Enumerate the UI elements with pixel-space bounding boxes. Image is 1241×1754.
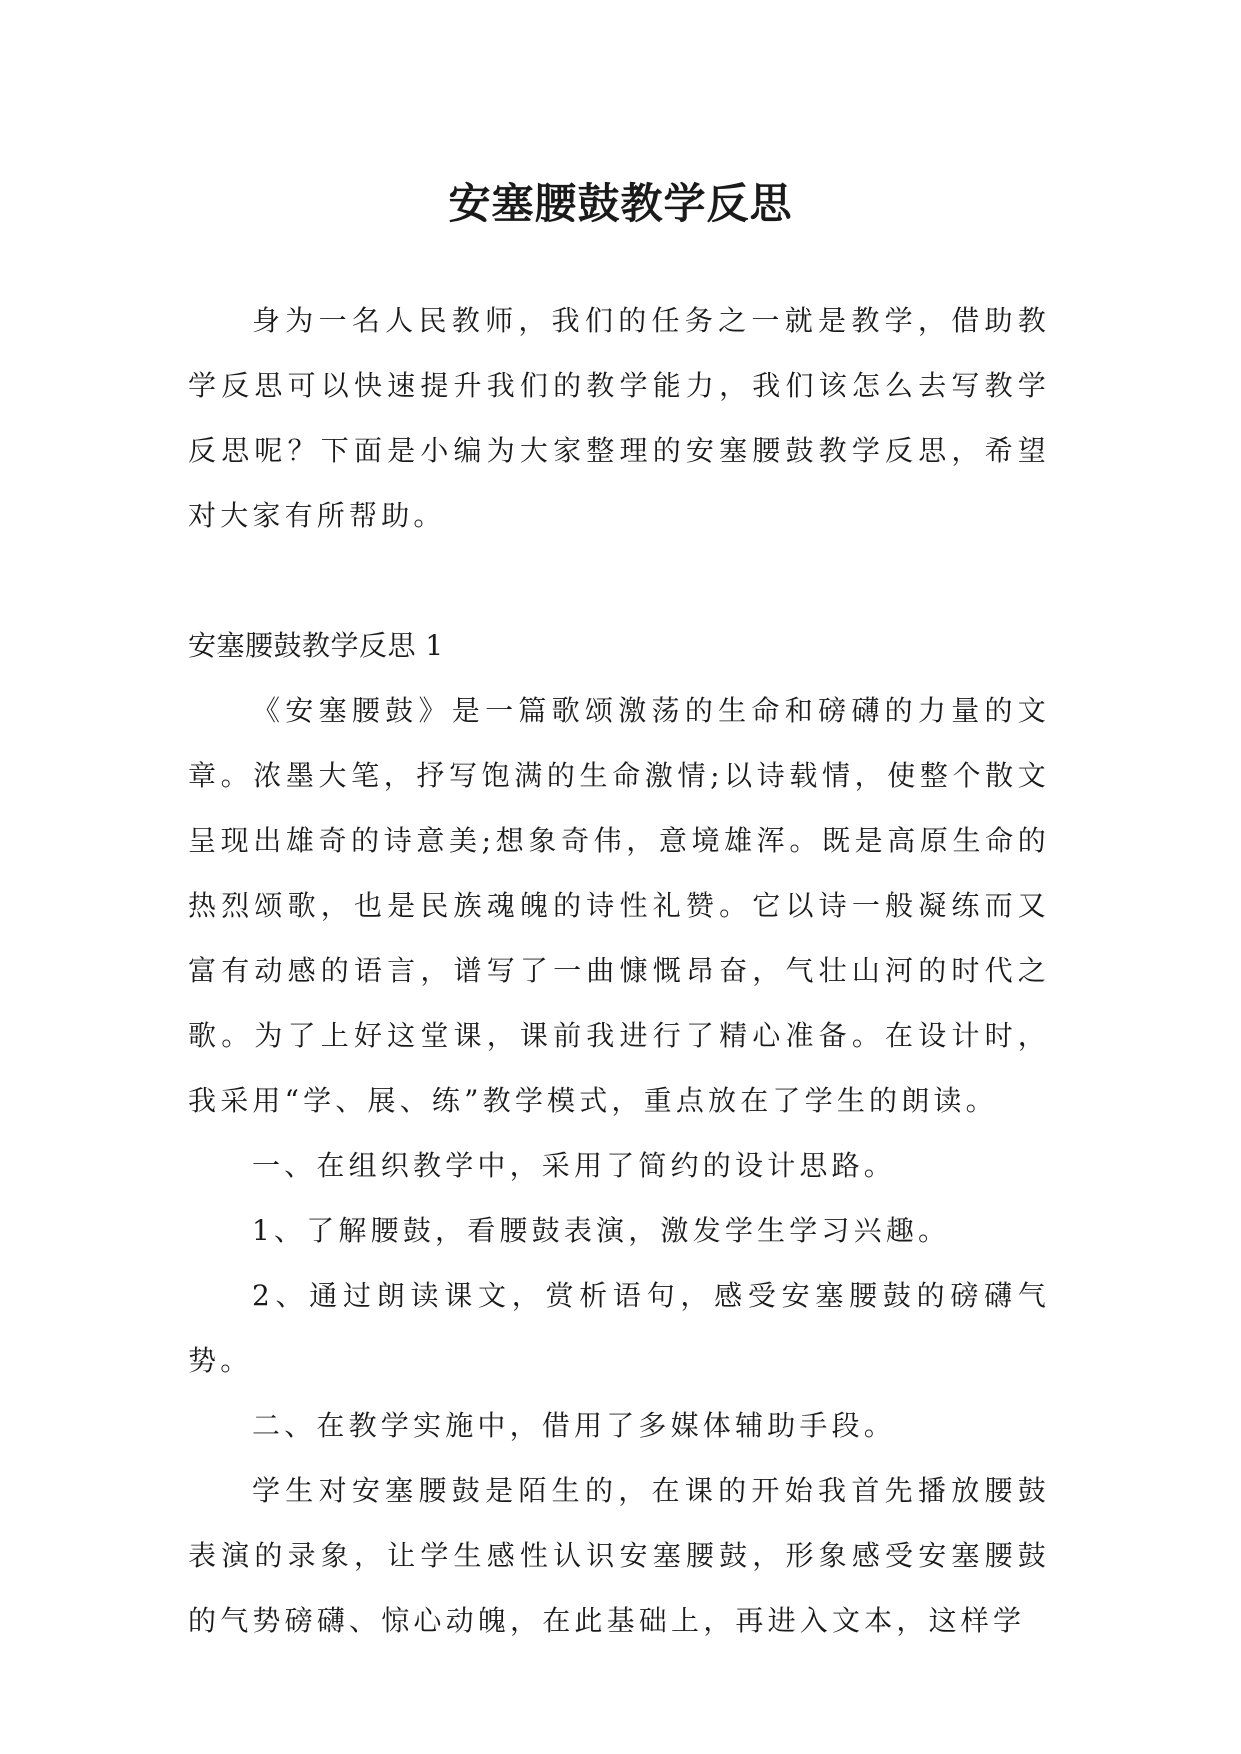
- section-heading: 安塞腰鼓教学反思 1: [188, 629, 444, 662]
- body-paragraph-5: 二、在教学实施中，借用了多媒体辅助手段。: [252, 1409, 897, 1442]
- body-paragraph-1: 《安塞腰鼓》是一篇歌颂激荡的生命和磅礴的力量的文章。浓墨大笔，抒写饱满的生命激情;以诗载情，使整个散文呈现出雄奇的诗意美;想象奇伟，意境雄浑。既是高原生命的热烈颂歌，也是民族魂魄的诗性礼赞。它以诗一般凝练而又富有动感的语言，谱写了一曲慷慨昂奋，气壮山河的时代之歌。为了上好这堂课，课前我进行了精心准备。在设计时，我采用“学、展、练”教学模式，重点放在了学生的朗读。: [188, 694, 1050, 1117]
- body-paragraph-6: 学生对安塞腰鼓是陌生的，在课的开始我首先播放腰鼓表演的录象，让学生感性认识安塞腰鼓，形象感受安塞腰鼓的气势磅礴、惊心动魄，在此基础上，再进入文本，这样学: [188, 1474, 1050, 1637]
- document-body: [188, 288, 1050, 1653]
- body-paragraph-4: 2、通过朗读课文，赏析语句，感受安塞腰鼓的磅礴气势。: [188, 1279, 1050, 1377]
- intro-paragraph: 身为一名人民教师，我们的任务之一就是教学，借助教学反思可以快速提升我们的教学能力，我们该怎么去写教学反思呢？下面是小编为大家整理的安塞腰鼓教学反思，希望对大家有所帮助。: [188, 304, 1050, 532]
- document-title: 安塞腰鼓教学反思: [448, 179, 793, 229]
- body-paragraph-2: 一、在组织教学中，采用了简约的设计思路。: [252, 1149, 897, 1182]
- body-paragraph-3: 1、了解腰鼓，看腰鼓表演，激发学生学习兴趣。: [252, 1214, 951, 1247]
